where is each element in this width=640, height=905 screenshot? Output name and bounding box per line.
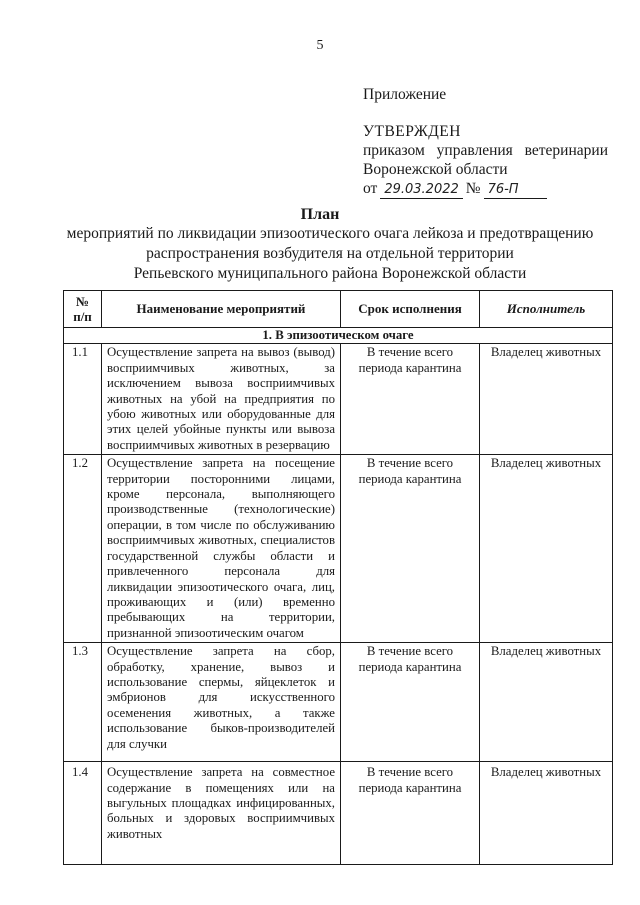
handwritten-date: 29.03.2022	[380, 182, 462, 199]
from-label: от	[363, 180, 378, 197]
plan-title: План	[300, 206, 340, 223]
page-number: 5	[316, 38, 324, 53]
header-measure: Наименование мероприятий	[102, 291, 341, 328]
table-row	[64, 643, 613, 762]
header-num: № п/п	[64, 291, 102, 328]
table-header-row	[64, 291, 613, 328]
order-line-1: приказом управления ветеринарии	[363, 142, 608, 159]
section-title: 1. В эпизоотическом очаге	[64, 328, 613, 344]
row-deadline: В течение всего периода карантина	[341, 344, 480, 455]
plan-subtitle-line-2: распространения возбудителя на отдельной территории	[146, 245, 514, 262]
row-num: 1.4	[64, 762, 102, 865]
approved-label: УТВЕРЖДЕН	[363, 123, 461, 140]
approval-block	[363, 85, 608, 199]
annex-label: Приложение	[363, 86, 447, 103]
table-row	[64, 344, 613, 455]
row-measure: Осуществление запрета на совместное содержание в помещениях или на выгульных площадках инфицированных, больных и здоровых восприимчивых животных	[102, 762, 341, 865]
row-deadline: В течение всего периода карантина	[341, 455, 480, 643]
plan-subtitle	[60, 224, 600, 284]
row-deadline: В течение всего периода карантина	[341, 643, 480, 762]
row-executor: Владелец животных	[480, 455, 613, 643]
row-executor: Владелец животных	[480, 762, 613, 865]
order-line-2: Воронежской области	[363, 161, 508, 178]
header-executor: Исполнитель	[480, 291, 613, 328]
row-measure: Осуществление запрета на сбор, обработку, хранение, вывоз и использование спермы, яйцеклеток и эмбрионов для искусственного осеменения животных, а также использование быков-производителей для случки	[102, 643, 341, 762]
header-deadline: Срок исполнения	[341, 291, 480, 328]
section-row	[64, 328, 613, 344]
row-executor: Владелец животных	[480, 344, 613, 455]
row-num: 1.3	[64, 643, 102, 762]
number-label: №	[465, 180, 481, 197]
plan-subtitle-line-1: мероприятий по ликвидации эпизоотического очага лейкоза и предотвращению	[66, 225, 594, 242]
handwritten-order-number: 76-П	[484, 182, 547, 199]
plan-subtitle-line-3: Репьевского муниципального района Воронежской области	[133, 265, 527, 282]
measures-table	[63, 290, 613, 865]
row-num: 1.2	[64, 455, 102, 643]
row-measure: Осуществление запрета на вывоз (вывод) восприимчивых животных, за исключением вывоза восприимчивых животных на убой на предприятия по убою животных или оборудованные для этих целей убойные пункты или вывоза восприимчивых животных в резервацию	[102, 344, 341, 455]
order-date-number-line	[363, 179, 608, 199]
row-deadline: В течение всего периода карантина	[341, 762, 480, 865]
row-measure: Осуществление запрета на посещение территории посторонними лицами, кроме персонала, выполняющего производственные (технологические) операции, в том числе по обслуживанию восприимчивых животных, специалистов государственной службы области и привлеченного персонала для ликвидации эпизоотического очага, лиц, проживающих и (или) временно пребывающих на территории, признанной эпизоотическим очагом	[102, 455, 341, 643]
row-num: 1.1	[64, 344, 102, 455]
table-row	[64, 762, 613, 865]
table-row	[64, 455, 613, 643]
row-executor: Владелец животных	[480, 643, 613, 762]
